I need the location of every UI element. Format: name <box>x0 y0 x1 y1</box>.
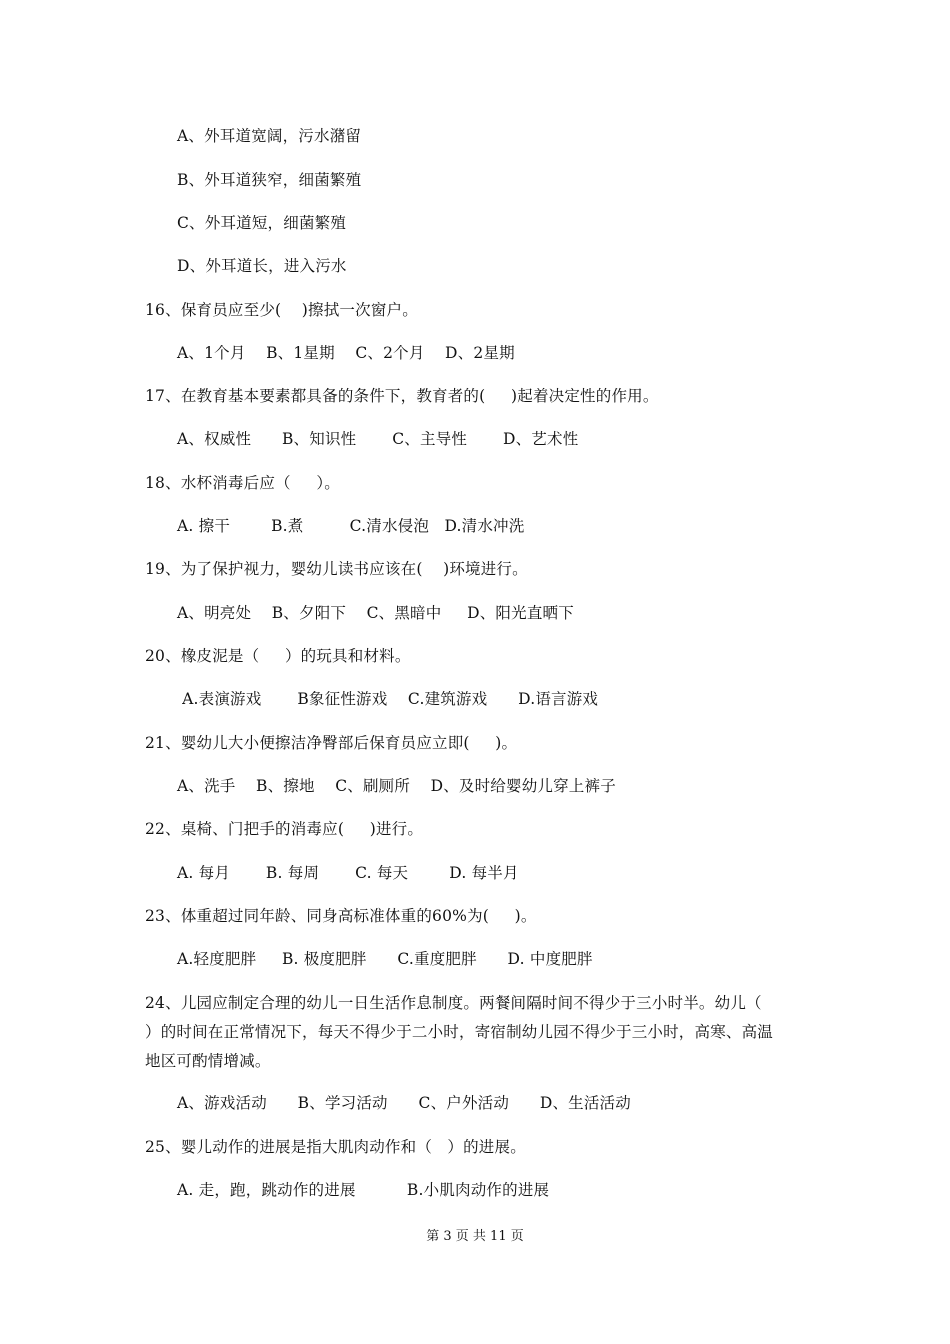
q15-option-d: D、外耳道长，进入污水 <box>177 257 347 275</box>
question-24-line-3: 地区可酌情增减。 <box>145 1052 271 1070</box>
q23-options: A.轻度肥胖 B. 极度肥胖 C.重度肥胖 D. 中度肥胖 <box>177 950 593 968</box>
question-17: 17、在教育基本要素都具备的条件下，教育者的( )起着决定性的作用。 <box>145 387 659 405</box>
q17-options: A、权威性 B、知识性 C、主导性 D、艺术性 <box>177 430 579 448</box>
q15-option-b: B、外耳道狭窄，细菌繁殖 <box>177 171 362 189</box>
q22-options: A. 每月 B. 每周 C. 每天 D. 每半月 <box>177 864 519 882</box>
question-19: 19、为了保护视力，婴幼儿读书应该在( )环境进行。 <box>145 560 528 578</box>
q16-options: A、1个月 B、1星期 C、2个月 D、2星期 <box>177 344 515 362</box>
question-24-line-1: 24、儿园应制定合理的幼儿一日生活作息制度。两餐间隔时间不得少于三小时半。幼儿（ <box>145 994 762 1012</box>
q15-option-c: C、外耳道短，细菌繁殖 <box>177 214 347 232</box>
q20-options: A.表演游戏 B象征性游戏 C.建筑游戏 D.语言游戏 <box>177 690 599 708</box>
q21-options: A、洗手 B、擦地 C、刷厕所 D、及时给婴幼儿穿上裤子 <box>177 777 616 795</box>
question-23: 23、体重超过同年龄、同身高标准体重的60%为( )。 <box>145 907 537 925</box>
q15-option-a: A、外耳道宽阔，污水潴留 <box>177 127 362 145</box>
q19-options: A、明亮处 B、夕阳下 C、黑暗中 D、阳光直晒下 <box>177 604 574 622</box>
q25-options: A. 走，跑，跳动作的进展 B.小肌肉动作的进展 <box>177 1181 550 1199</box>
question-22: 22、桌椅、门把手的消毒应( )进行。 <box>145 820 424 838</box>
q24-options: A、游戏活动 B、学习活动 C、户外活动 D、生活活动 <box>177 1094 631 1112</box>
question-25: 25、婴儿动作的进展是指大肌肉动作和（ ）的进展。 <box>145 1138 526 1156</box>
question-24-line-2: ）的时间在正常情况下，每天不得少于二小时，寄宿制幼儿园不得少于三小时，高寒、高温 <box>145 1023 774 1041</box>
question-21: 21、婴幼儿大小便擦洁净臀部后保育员应立即( )。 <box>145 734 518 752</box>
q18-options: A. 擦干 B.煮 C.清水侵泡 D.清水冲洗 <box>177 517 525 535</box>
question-16: 16、保育员应至少( )擦拭一次窗户。 <box>145 301 418 319</box>
page-footer: 第 3 页 共 11 页 <box>426 1229 524 1244</box>
question-18: 18、水杯消毒后应（ ）。 <box>145 474 341 492</box>
question-20: 20、橡皮泥是（ ）的玩具和材料。 <box>145 647 411 665</box>
